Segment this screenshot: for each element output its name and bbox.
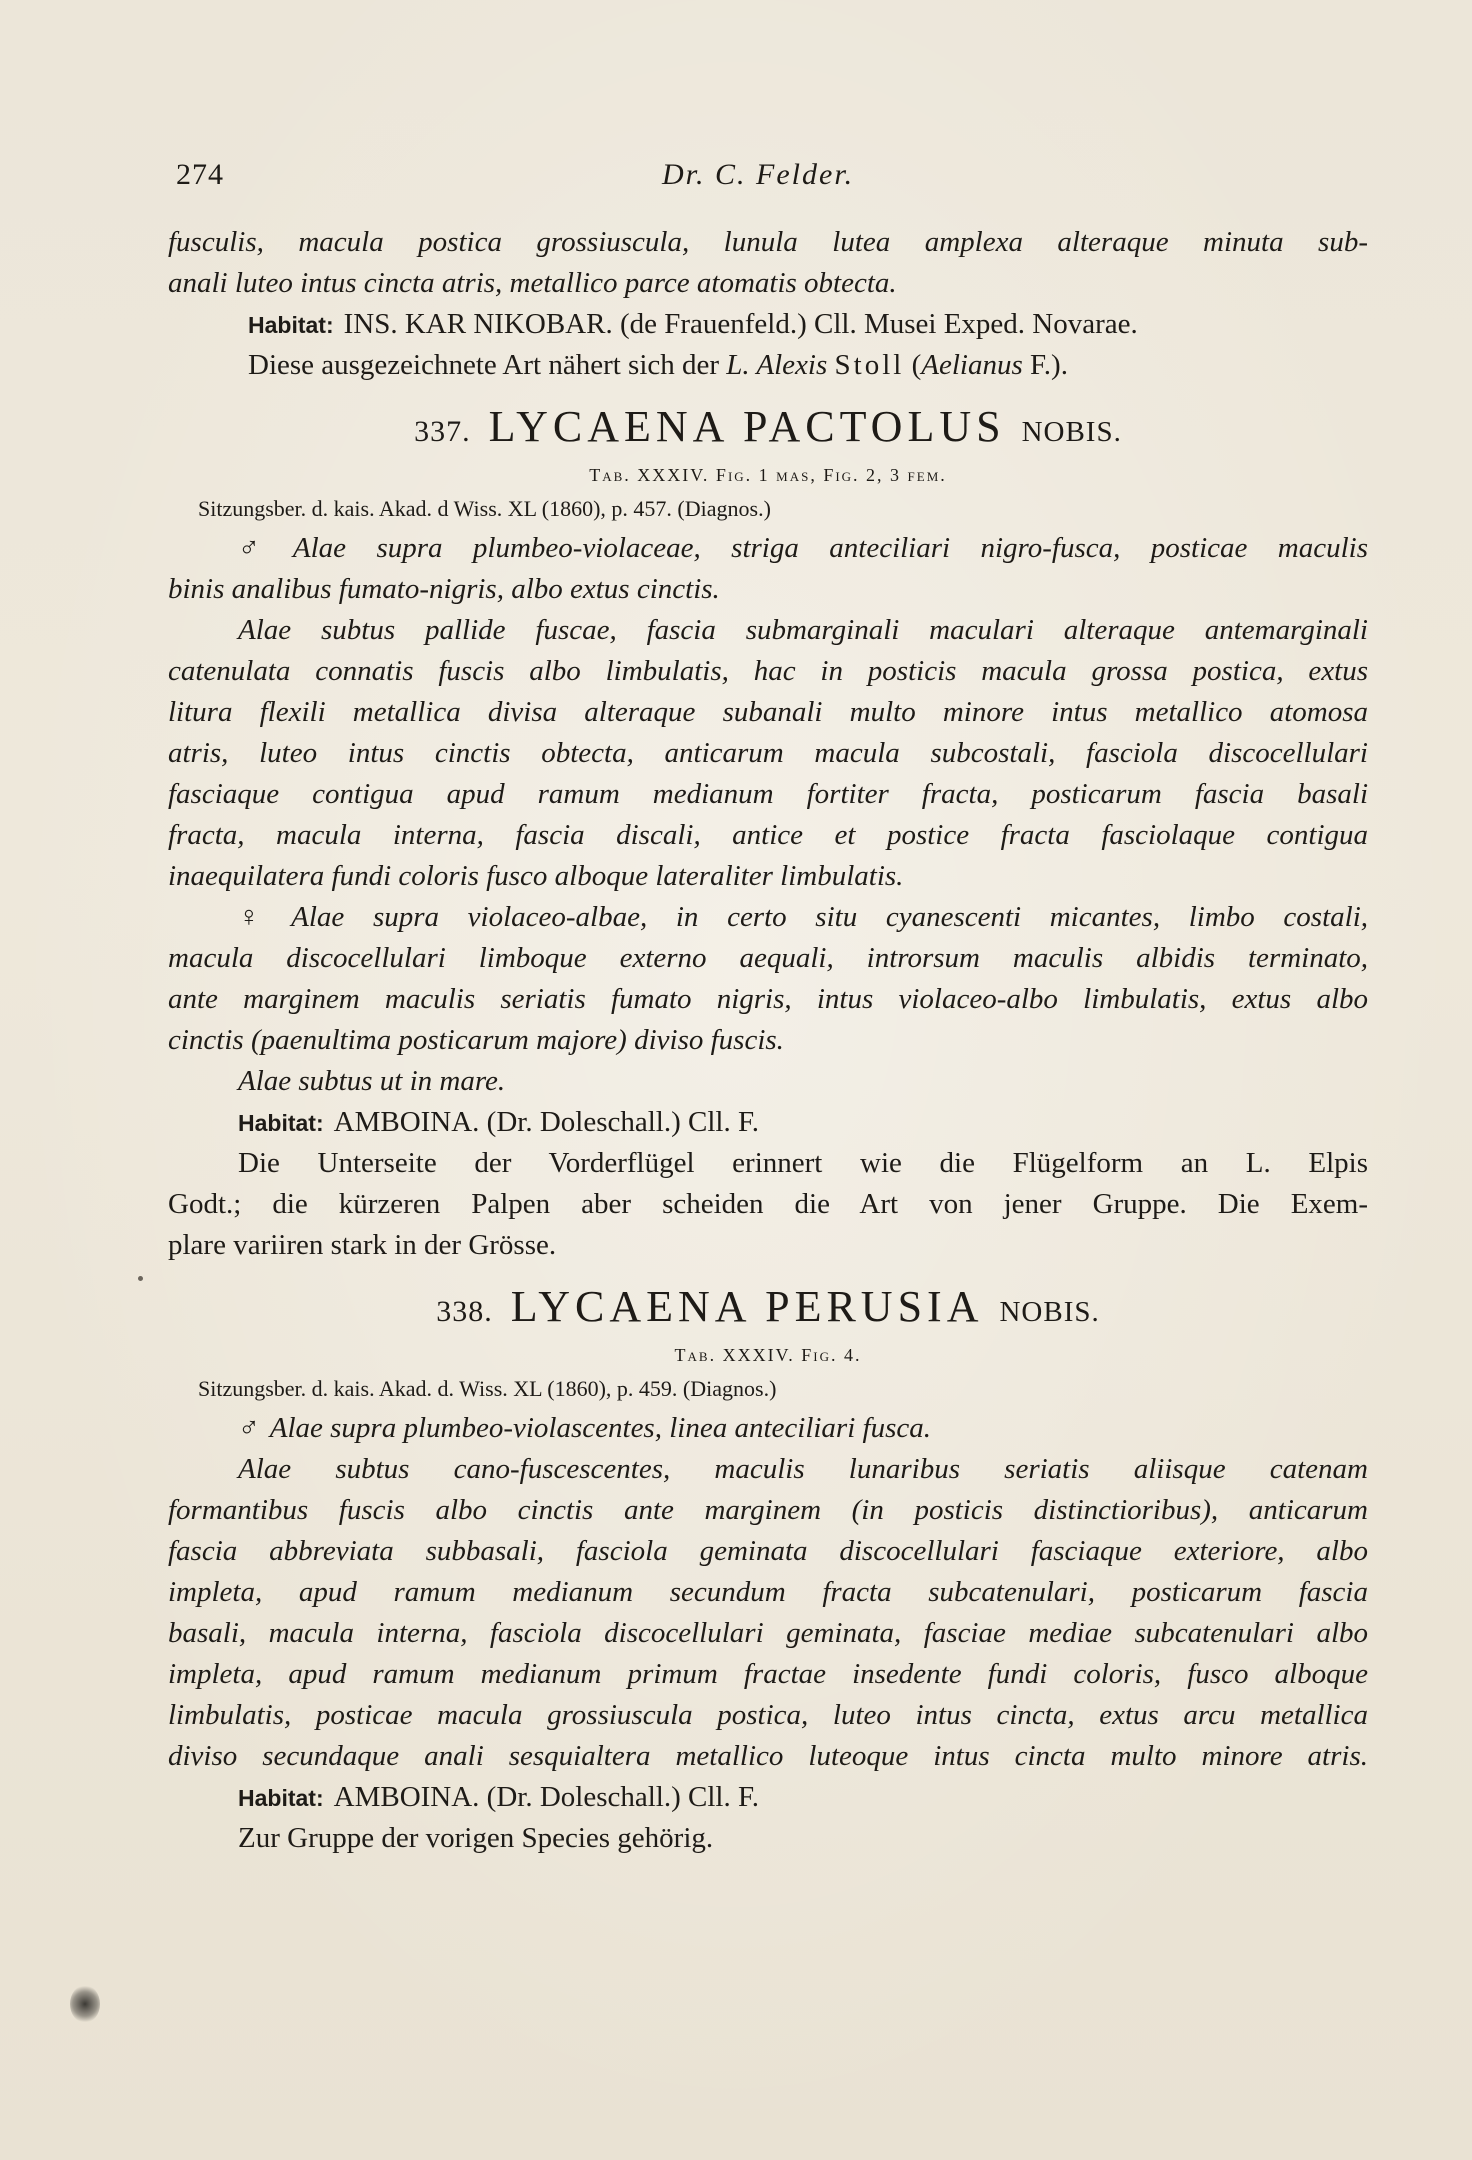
text-line: fracta, macula interna, fascia discali, antice et postice fracta fasciolaque contigua [168,819,1368,851]
text-line [168,345,1368,386]
author-name: Stoll [834,349,905,381]
running-head: Dr. C. Felder. [662,158,855,191]
text-run: ( [911,349,922,381]
text-line: Die Unterseite der Vorderflügel erinnert wie die Flügelform an L. Elpis [238,1147,1368,1179]
species-number: 337. [414,415,471,448]
text-line: fusculis, macula postica grossiuscula, lunula lutea amplexa alteraque minuta sub- [168,226,1368,258]
text-line: Alae subtus cano-fuscescentes, maculis lunaribus seriatis aliisque catenam [238,1453,1368,1485]
text-line: ante marginem maculis seriatis fumato nigris, intus violaceo-albo limbulatis, extus albo [168,983,1368,1015]
species-author: NOBIS. [1021,416,1122,448]
species-reference: Aelianus [921,349,1023,381]
text-line: fascia abbreviata subbasali, fasciola geminata discocellulari fasciaque exteriore, albo [168,1535,1368,1567]
text-line: cinctis (paenultima posticarum majore) diviso fuscis. [168,1024,784,1056]
text-run: Alae supra violaceo-albae, in certo situ cyanescenti micantes, limbo costali, [291,901,1369,933]
page-number: 274 [176,158,224,191]
habitat-label: Habitat: [238,1785,324,1811]
text-line: limbulatis, posticae macula grossiuscula postica, luteo intus cincta, extus arcu metallica [168,1699,1368,1731]
male-symbol: ♂ [238,532,283,564]
text-line: Alae subtus pallide fuscae, fascia submarginali maculari alteraque antemarginali [238,614,1368,646]
text-run: Diese ausgezeichnete Art nähert sich der [248,349,720,381]
text-line: diviso secundaque anali sesquialtera metallico luteoque intus cincta multo minore atris. [168,1740,1368,1772]
male-symbol: ♂ [238,1412,260,1444]
species-name: LYCAENA PERUSIA [510,1282,984,1331]
species-author: NOBIS. [999,1296,1100,1328]
species-reference: L. Alexis [726,349,828,381]
text-line: impleta, apud ramum medianum secundum fracta subcatenulari, posticarum fascia [168,1576,1368,1608]
text-line [168,1408,1368,1449]
habitat-text: AMBOINA. (Dr. Doleschall.) Cll. F. [333,1106,760,1138]
paper-speck [138,1276,143,1281]
text-run: F.). [1030,349,1068,381]
text-line: binis analibus fumato-nigris, albo extus cinctis. [168,573,720,605]
text-line: anali luteo intus cincta atris, metallico parce atomatis obtecta. [168,267,897,299]
citation: Sitzungsber. d. kais. Akad. d. Wiss. XL (1860), p. 459. (Diagnos.) [198,1376,777,1401]
plate-reference: Tab. XXXIV. Fig. 1 mas, Fig. 2, 3 fem. [589,465,947,485]
text-line: impleta, apud ramum medianum primum fractae insedente fundi coloris, fusco alboque [168,1658,1368,1690]
text-line: atris, luteo intus cinctis obtecta, anticarum macula subcostali, fasciola discocellulari [168,737,1368,769]
plate-reference: Tab. XXXIV. Fig. 4. [674,1345,862,1365]
text-line: Godt.; die kürzeren Palpen aber scheiden die Art von jener Gruppe. Die Exem- [168,1188,1368,1220]
text-line: Alae subtus ut in mare. [238,1065,506,1097]
species-heading-338 [168,1266,1368,1340]
habitat-line [168,304,1368,345]
text-line: formantibus fuscis albo cinctis ante marginem (in posticis distinctioribus), anticarum [168,1494,1368,1526]
text-line: inaequilatera fundi coloris fusco alboque lateraliter limbulatis. [168,860,904,892]
ink-smudge [70,1985,100,2023]
female-symbol: ♀ [238,901,282,933]
habitat-label: Habitat: [238,1110,324,1136]
body-text [168,222,1368,1859]
page-header [176,158,1376,198]
text-line: Zur Gruppe der vorigen Species gehörig. [238,1822,714,1854]
text-line: basali, macula interna, fasciola discocellulari geminata, fasciae mediae subcatenulari albo [168,1617,1368,1649]
species-heading-337 [168,386,1368,460]
text-run: Alae supra plumbeo-violascentes, linea anteciliari fusca. [269,1412,931,1444]
habitat-line [168,1777,1368,1818]
text-line [168,897,1368,938]
text-line: plare variiren stark in der Grösse. [168,1229,557,1261]
habitat-line [168,1102,1368,1143]
habitat-text: AMBOINA. (Dr. Doleschall.) Cll. F. [333,1781,760,1813]
text-line: macula discocellulari limboque externo aequali, introrsum maculis albidis terminato, [168,942,1368,974]
species-number: 338. [436,1295,493,1328]
citation: Sitzungsber. d. kais. Akad. d Wiss. XL (1860), p. 457. (Diagnos.) [198,496,771,521]
text-run: Alae supra plumbeo-violaceae, striga anteciliari nigro-fusca, posticae maculis [292,532,1369,564]
habitat-text: INS. KAR NIKOBAR. (de Frauenfeld.) Cll. Musei Exped. Novarae. [343,308,1138,340]
text-line: fasciaque contigua apud ramum medianum fortiter fracta, posticarum fascia basali [168,778,1368,810]
habitat-label: Habitat: [248,312,334,338]
text-line [168,528,1368,569]
species-name: LYCAENA PACTOLUS [488,402,1006,451]
text-line: litura flexili metallica divisa alteraque subanali multo minore intus metallico atomosa [168,696,1368,728]
text-line: catenulata connatis fuscis albo limbulatis, hac in posticis macula grossa postica, extus [168,655,1368,687]
